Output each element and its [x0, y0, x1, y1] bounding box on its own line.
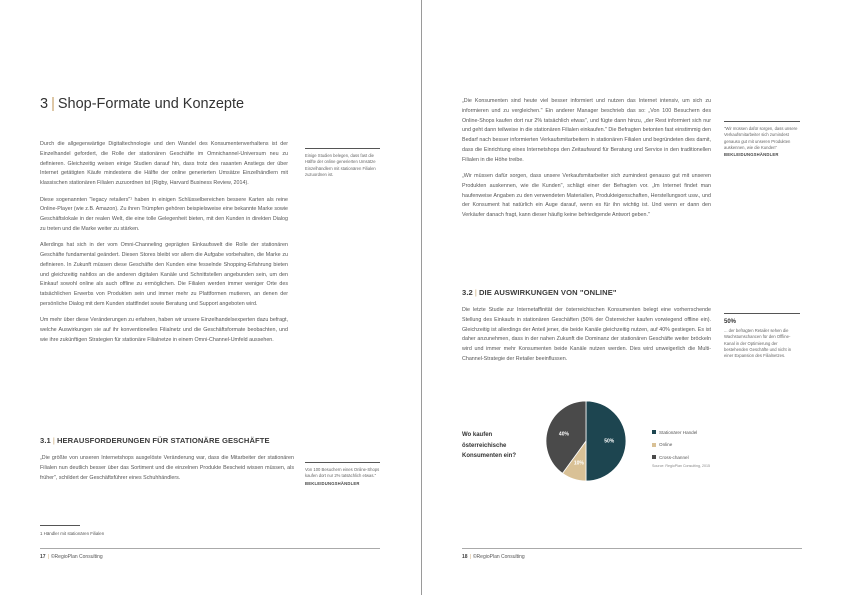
sidenote-source: BEKLEIDUNGSHÄNDLER — [305, 480, 360, 486]
section-title: DIE AUSWIRKUNGEN VON "ONLINE" — [478, 288, 617, 297]
sidenote-source: BEKLEIDUNGSHÄNDLER — [724, 152, 779, 158]
legend-item-online — [652, 439, 697, 452]
legend-swatch — [652, 443, 656, 447]
paragraph: „Die Konsumenten sind heute viel besser informiert und nutzen das Internet intensiv, um sich zu informieren und zu vergleichen." Ein anderer Manager beschrieb das so: „Von 100 Besuchern des Online-Shops kaufen dort nur 2% tatsächlich etwas", und fügte dann hinzu, „der Rest informiert sich nur und geht dann teilweise in die stationären Filialen einkaufen." Die Befragten betonten fast einstimmig den Bedarf nach besser informierten Verkaufsmitarbeitern in stationären Filialen und begründeten dies damit, dass die Einrichtung eines Internetshops den Zeitaufwand für Beratung und Service in den traditionellen Filialen in die Höhe treibe. — [462, 98, 711, 163]
paragraph: Um mehr über diese Veränderungen zu erfahren, haben wir unsere Einzelhandelsexperten dazu befragt, welche Auswirkungen sie auf ihr konventionelles Filialnetz und die Geschäftsformate beobachten, und wie ihre zukünftigen Strategien für stationäre Filialnetze in einem Omni-Channel-Umfeld aussehen. — [40, 317, 288, 343]
footer-rule — [40, 548, 380, 549]
sidenote-text: "Wir müssen dafür sorgen, dass unsere Verkaufsmitarbeiter sich zumindest genauso gut mit unseren Produkten auskennen, wie die Kunden" — [724, 126, 798, 150]
chapter-number: 3 — [40, 96, 49, 112]
footer-rule — [462, 548, 802, 549]
left-body-text — [40, 140, 288, 352]
paragraph: Diese sogenannten "legacy retailers"¹ haben in einigen Schlüsselbereichen bessere Karten als reine Online-Player (wie z.B. Amazon). Zu ihren Trümpfen gehören beispielsweise eine bekannte Marke sowie Geschäftslokale in der realen Welt, die eine tolle Gelegenheit bieten, mit den Kunden in direkten Dialog zu treten und die Marke weiter zu stärken. — [40, 196, 288, 232]
legend-label: Cross-channel — [659, 454, 689, 460]
section-body-text — [462, 306, 711, 371]
page-number: 18 — [462, 554, 468, 560]
page-left — [0, 0, 421, 595]
paragraph: „Wir müssen dafür sorgen, dass unsere Verkaufsmitarbeiter sich zumindest genauso gut mit unseren Produkten auskennen, wie die Kunden", schlägt einer der Befragten vor. „Im Internet findet man haufenweise Angaben zu den verwendeten Materialien, Produkteigenschaften, Herstellungsort usw., und der Konsument hat natürlich ein Auge darauf, wenn es für ihn wichtig ist. Und wenn er dann den Verkäufer danach fragt, kann dieser häufig keine befriedigende Antwort geben." — [462, 173, 711, 219]
footnote: 1 Händler mit stationären Filialen — [40, 531, 105, 536]
page-footer: 18 | ©RegioPlan Consulting — [462, 554, 525, 560]
sidenote-text: ... der befragten Retailer sehen die Wachstumschancen für den Offline-Kanal in der Optimierung der bestehenden Geschäfte und nicht in einer Expansion des Filialnetzes. — [724, 328, 792, 359]
page-right — [422, 0, 843, 595]
legend-label: Stationärer Handel — [659, 429, 698, 435]
stat-value: 50% — [724, 319, 737, 325]
stat-sidenote — [724, 313, 800, 359]
quote-sidenote — [724, 121, 800, 158]
slice-label-stationaer: 50% — [604, 438, 615, 445]
legend-item-stationaer — [652, 426, 697, 439]
legend-swatch — [652, 430, 656, 434]
sidenote-text: Einige Studien belegen, dass fast die Hälfte der online generierten Umsätze Einzelhändlern mit stationären Filialen zuzuordnen ist. — [305, 153, 376, 177]
page-number: 17 — [40, 554, 46, 560]
paragraph: Die letzte Studie zur Internetaffinität der österreichischen Konsumenten belegt eine vorherrschende Stellung des Einkaufs in stationären Geschäften (50% der Österreicher kaufen vorwiegend offline ein). Gleichzeitig ist allerdings der Anteil jener, die beide Kanäle gleichzeitig nutzen, auf 40% gestiegen. Es ist daher anzunehmen, dass in der nahen Zukunft die Dominanz der stationären Geschäfte weiter bröckeln wird und immer mehr Konsumenten beide Kanäle nutzen werden. Dies wird unweigerlich die Multi-Channel-Strategie der Retailer beeinflussen. — [462, 307, 711, 362]
chart-question: Wo kaufen österreichische Konsumenten ein? — [462, 432, 517, 459]
page-footer: 17 | ©RegioPlan Consulting — [40, 554, 103, 560]
paragraph: „Die größte von unseren Internetshops ausgelöste Veränderung war, dass die Mitarbeiter der stationären Filialen nun deutlich besser über das Sortiment und die einzelnen Produkte Bescheid wissen müssen, als früher", schildert der Geschäftsführer eines Schuhhändlers. — [40, 455, 294, 481]
footer-brand: ©RegioPlan Consulting — [50, 554, 103, 560]
quote-sidenote — [305, 462, 380, 487]
section-number: 3.2 — [462, 288, 473, 297]
slice-label-online: 10% — [573, 460, 584, 467]
sidenote-text: Von 100 Besuchern eines Online-Shops kaufen dort nur 2% tatsächlich etwas." — [305, 467, 380, 479]
footer-brand: ©RegioPlan Consulting — [472, 554, 525, 560]
section-heading: 3.2 | DIE AUSWIRKUNGEN VON "ONLINE" — [462, 288, 617, 297]
footnote-rule — [40, 525, 80, 526]
pie-chart — [544, 399, 628, 483]
legend-label: Online — [659, 442, 673, 448]
paragraph: Allerdings hat sich in der vom Omni-Channeling geprägten Einkaufswelt die Rolle der stationären Geschäfte fundamental geändert. Diesen Stores bleibt vor allem die Aufgabe vorbehalten, die Marke zu definieren. In Zukunft müssen diese Geschäfte den Kunden eine fesselnde Shopping-Erfahrung bieten und gleichzeitig nahtlos an die anderen digitalen Kanäle und Schnittstellen angebunden sein, um den Einkauf sowohl online als auch offline zu ermöglichen. Die Filialen werden immer weniger Orte des tatsächlichen Erwerbs von Produkten sein und immer mehr zu Plattformen mutieren, an denen der persönliche Dialog mit dem Kunden stattfindet sowie Beratung und Support angeboten wird. — [40, 242, 288, 307]
section-heading: 3.1 | HERAUSFORDERUNGEN FÜR STATIONÄRE GESCHÄFTE — [40, 436, 270, 445]
section-title: HERAUSFORDERUNGEN FÜR STATIONÄRE GESCHÄFTE — [56, 436, 270, 445]
slice-label-cross-channel: 40% — [558, 431, 569, 438]
chart-legend — [652, 426, 697, 464]
chart-source: Source: RegioPlan Consulting, 2015 — [652, 464, 710, 468]
section-number: 3.1 — [40, 436, 51, 445]
chapter-title-text: Shop-Formate und Konzepte — [57, 96, 245, 112]
legend-item-cross-channel — [652, 451, 697, 464]
legend-swatch — [652, 455, 656, 459]
right-body-text — [462, 97, 711, 228]
section-body-text — [40, 454, 294, 490]
paragraph: Durch die allgegenwärtige Digitaltechnologie und den Wandel des Konsumentenverhaltens ist der Einzelhandel gefordert, die Rolle der stationären Geschäfte im Omnichannel-Universum neu zu definieren. Gleichzeitig weisen einige Studien darauf hin, dass trotz des rasanten Anstiegs der über Internet getätigten Käufe mindestens die Hälfte der online generierten Umsätze Einzelhändlern mit klassischen stationären Filialen zuzuordnen ist (Rigby, Harvard Business Review, 2014). — [40, 141, 288, 186]
chapter-title: 3 | Shop-Formate und Konzepte — [40, 96, 245, 112]
sidenote — [305, 148, 380, 178]
